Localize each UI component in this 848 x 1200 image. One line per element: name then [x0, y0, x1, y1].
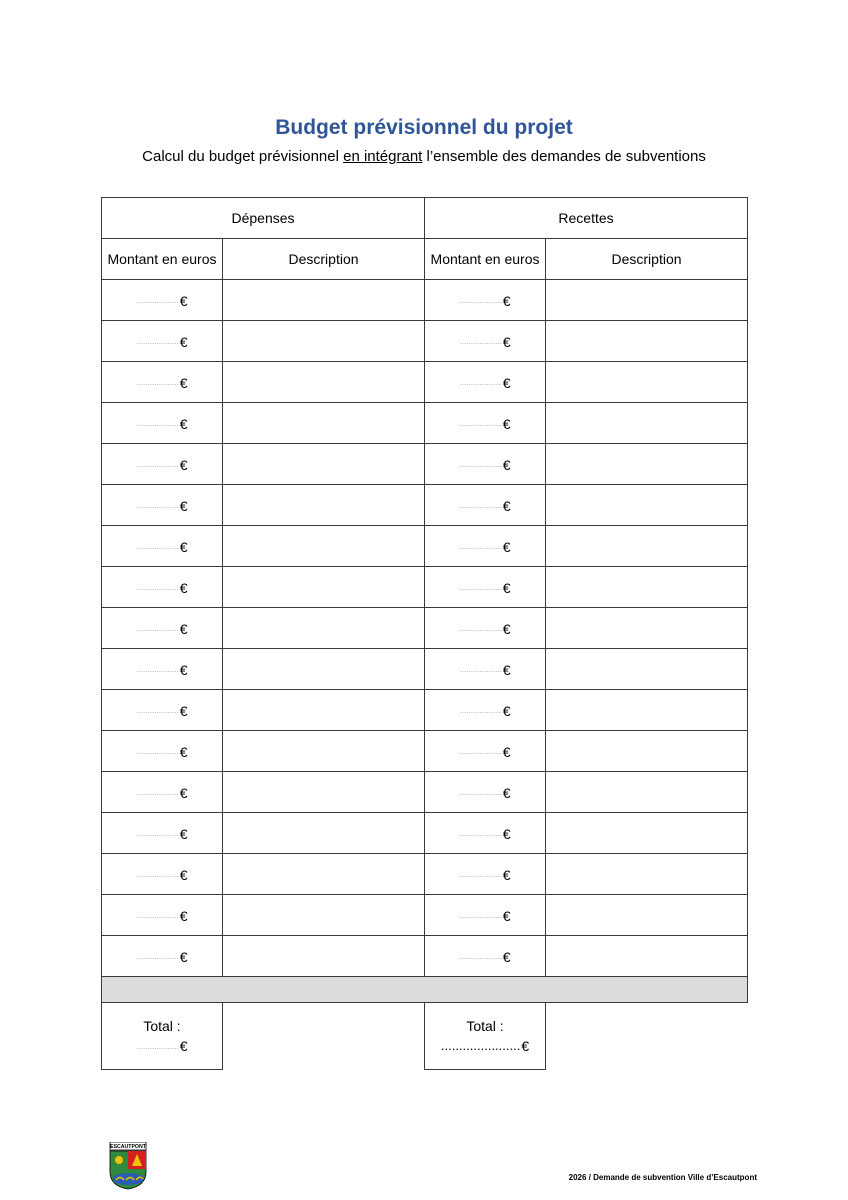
- recettes-description-header: Description: [546, 239, 748, 280]
- euro-sign: €: [502, 907, 511, 924]
- euro-sign: €: [179, 415, 188, 432]
- recettes-description-cell[interactable]: [546, 485, 748, 526]
- recettes-amount-cell[interactable]: [425, 403, 546, 444]
- subtitle-part-2: l’ensemble des demandes de subventions: [422, 148, 706, 165]
- depenses-description-cell[interactable]: [223, 321, 425, 362]
- recettes-total-dots: ......................: [440, 1037, 521, 1053]
- footer-text: 2026 / Demande de subvention Ville d’Escautpont: [568, 1173, 757, 1182]
- amount-dots: ...................: [136, 378, 179, 388]
- table-row: [102, 526, 748, 567]
- depenses-description-cell[interactable]: [223, 403, 425, 444]
- recettes-description-cell[interactable]: [546, 403, 748, 444]
- recettes-description-cell[interactable]: [546, 731, 748, 772]
- table-row: [102, 772, 748, 813]
- subtitle-underlined: en intégrant: [343, 148, 423, 165]
- euro-sign: €: [179, 579, 188, 596]
- recettes-description-cell[interactable]: [546, 895, 748, 936]
- recettes-amount-cell[interactable]: [425, 936, 546, 977]
- recettes-amount-cell[interactable]: [425, 444, 546, 485]
- amount-dots: ...................: [136, 624, 179, 634]
- depenses-description-cell[interactable]: [223, 690, 425, 731]
- recettes-description-cell[interactable]: [546, 567, 748, 608]
- depenses-description-cell[interactable]: [223, 731, 425, 772]
- depenses-description-cell[interactable]: [223, 526, 425, 567]
- table-row: [102, 444, 748, 485]
- table-row: [102, 649, 748, 690]
- amount-dots: ...................: [136, 911, 179, 921]
- euro-sign: €: [179, 292, 188, 309]
- depenses-amount-cell[interactable]: [102, 403, 223, 444]
- table-row: [102, 813, 748, 854]
- depenses-amount-cell[interactable]: [102, 608, 223, 649]
- table-row: [102, 690, 748, 731]
- amount-dots: ...................: [136, 337, 179, 347]
- recettes-amount-cell[interactable]: [425, 321, 546, 362]
- table-row: [102, 608, 748, 649]
- depenses-amount-cell[interactable]: [102, 280, 223, 321]
- table-row: [102, 485, 748, 526]
- euro-sign: €: [179, 743, 188, 760]
- euro-sign: €: [502, 415, 511, 432]
- recettes-amount-cell[interactable]: [425, 280, 546, 321]
- euro-sign: €: [179, 825, 188, 842]
- euro-sign: €: [502, 743, 511, 760]
- recettes-description-cell[interactable]: [546, 362, 748, 403]
- depenses-description-cell[interactable]: [223, 280, 425, 321]
- amount-dots: ...................: [459, 419, 502, 429]
- recettes-header: Recettes: [425, 198, 748, 239]
- recettes-amount-cell[interactable]: [425, 731, 546, 772]
- amount-dots: ...................: [459, 952, 502, 962]
- recettes-total-label: Total :: [466, 1017, 504, 1034]
- amount-dots: ...................: [459, 870, 502, 880]
- depenses-amount-cell[interactable]: [102, 813, 223, 854]
- depenses-amount-cell[interactable]: [102, 444, 223, 485]
- total-row: [102, 1003, 748, 1070]
- amount-dots: ...................: [459, 583, 502, 593]
- depenses-description-cell[interactable]: [223, 936, 425, 977]
- page-title: Budget prévisionnel du projet: [275, 116, 573, 139]
- page-subtitle: [0, 148, 848, 165]
- amount-dots: ...................: [459, 296, 502, 306]
- depenses-description-cell[interactable]: [223, 813, 425, 854]
- recettes-description-cell[interactable]: [546, 690, 748, 731]
- depenses-description-cell[interactable]: [223, 649, 425, 690]
- recettes-total-cell[interactable]: [425, 1003, 546, 1070]
- recettes-description-cell[interactable]: [546, 608, 748, 649]
- depenses-total-label: Total :: [143, 1017, 181, 1034]
- amount-dots: ...................: [459, 788, 502, 798]
- depenses-amount-cell[interactable]: [102, 485, 223, 526]
- depenses-description-cell[interactable]: [223, 444, 425, 485]
- depenses-total-cell[interactable]: [102, 1003, 223, 1070]
- euro-sign: €: [502, 456, 511, 473]
- amount-dots: ...................: [459, 501, 502, 511]
- table-row: [102, 936, 748, 977]
- amount-dots: ...................: [136, 583, 179, 593]
- escautpont-logo: [108, 1142, 148, 1190]
- table-row: [102, 567, 748, 608]
- depenses-amount-cell[interactable]: [102, 936, 223, 977]
- amount-dots: ...................: [136, 665, 179, 675]
- amount-dots: ...................: [136, 706, 179, 716]
- euro-sign: €: [502, 620, 511, 637]
- table-row: [102, 895, 748, 936]
- recettes-amount-cell[interactable]: [425, 485, 546, 526]
- amount-dots: ...................: [136, 419, 179, 429]
- depenses-amount-header: Montant en euros: [102, 239, 223, 280]
- euro-sign: €: [179, 702, 188, 719]
- separator-row: [102, 977, 748, 1003]
- euro-sign: €: [179, 620, 188, 637]
- recettes-amount-cell[interactable]: [425, 813, 546, 854]
- amount-dots: ...................: [459, 624, 502, 634]
- euro-sign: €: [179, 456, 188, 473]
- depenses-total-dots: ...................: [136, 1041, 179, 1051]
- depenses-description-cell[interactable]: [223, 485, 425, 526]
- depenses-amount-cell[interactable]: [102, 526, 223, 567]
- amount-dots: ...................: [459, 829, 502, 839]
- euro-sign: €: [502, 292, 511, 309]
- euro-sign: €: [179, 374, 188, 391]
- budget-table: [101, 197, 748, 1070]
- euro-sign: €: [502, 702, 511, 719]
- amount-dots: ...................: [136, 296, 179, 306]
- amount-dots: ...................: [136, 829, 179, 839]
- depenses-amount-cell[interactable]: [102, 731, 223, 772]
- amount-dots: ...................: [136, 542, 179, 552]
- table-row: [102, 362, 748, 403]
- table-row: [102, 731, 748, 772]
- depenses-amount-cell[interactable]: [102, 854, 223, 895]
- euro-sign: €: [179, 948, 188, 965]
- euro-sign: €: [502, 866, 511, 883]
- amount-dots: ...................: [136, 952, 179, 962]
- depenses-description-cell[interactable]: [223, 895, 425, 936]
- depenses-amount-cell[interactable]: [102, 772, 223, 813]
- recettes-amount-cell[interactable]: [425, 608, 546, 649]
- table-row: [102, 403, 748, 444]
- amount-dots: ...................: [459, 665, 502, 675]
- recettes-amount-cell[interactable]: [425, 649, 546, 690]
- euro-sign: €: [179, 784, 188, 801]
- recettes-description-cell[interactable]: [546, 936, 748, 977]
- euro-sign: €: [502, 661, 511, 678]
- euro-sign: €: [502, 497, 511, 514]
- euro-sign: €: [179, 538, 188, 555]
- recettes-description-cell[interactable]: [546, 444, 748, 485]
- amount-dots: ...................: [459, 378, 502, 388]
- recettes-total-spacer: [546, 1003, 748, 1070]
- recettes-amount-cell[interactable]: [425, 362, 546, 403]
- recettes-description-cell[interactable]: [546, 321, 748, 362]
- recettes-amount-header: Montant en euros: [425, 239, 546, 280]
- recettes-total-euro: €: [521, 1038, 530, 1055]
- depenses-amount-cell[interactable]: [102, 567, 223, 608]
- recettes-description-cell[interactable]: [546, 280, 748, 321]
- euro-sign: €: [179, 497, 188, 514]
- amount-dots: ...................: [459, 747, 502, 757]
- euro-sign: €: [502, 579, 511, 596]
- svg-text:ESCAUTPONT: ESCAUTPONT: [110, 1144, 146, 1151]
- depenses-description-cell[interactable]: [223, 608, 425, 649]
- depenses-amount-cell[interactable]: [102, 321, 223, 362]
- amount-dots: ...................: [459, 542, 502, 552]
- depenses-description-cell[interactable]: [223, 854, 425, 895]
- euro-sign: €: [502, 374, 511, 391]
- depenses-amount-cell[interactable]: [102, 362, 223, 403]
- depenses-header: Dépenses: [102, 198, 425, 239]
- recettes-amount-cell[interactable]: [425, 690, 546, 731]
- recettes-amount-cell[interactable]: [425, 567, 546, 608]
- amount-dots: ...................: [136, 460, 179, 470]
- recettes-description-cell[interactable]: [546, 526, 748, 567]
- separator-cell: [102, 977, 748, 1003]
- amount-dots: ...................: [459, 706, 502, 716]
- recettes-amount-cell[interactable]: [425, 895, 546, 936]
- recettes-amount-cell[interactable]: [425, 526, 546, 567]
- depenses-description-header: Description: [223, 239, 425, 280]
- table-row: [102, 321, 748, 362]
- euro-sign: €: [179, 661, 188, 678]
- recettes-description-cell[interactable]: [546, 649, 748, 690]
- depenses-total-euro: €: [179, 1038, 188, 1055]
- depenses-total-spacer: [223, 1003, 425, 1070]
- recettes-amount-cell[interactable]: [425, 854, 546, 895]
- recettes-description-cell[interactable]: [546, 813, 748, 854]
- depenses-description-cell[interactable]: [223, 362, 425, 403]
- recettes-description-cell[interactable]: [546, 854, 748, 895]
- amount-dots: ...................: [459, 460, 502, 470]
- amount-dots: ...................: [459, 911, 502, 921]
- amount-dots: ...................: [136, 501, 179, 511]
- euro-sign: €: [502, 538, 511, 555]
- depenses-amount-cell[interactable]: [102, 690, 223, 731]
- table-row: [102, 854, 748, 895]
- euro-sign: €: [179, 907, 188, 924]
- table-row: [102, 280, 748, 321]
- recettes-description-cell[interactable]: [546, 772, 748, 813]
- recettes-amount-cell[interactable]: [425, 772, 546, 813]
- euro-sign: €: [502, 784, 511, 801]
- depenses-amount-cell[interactable]: [102, 649, 223, 690]
- euro-sign: €: [502, 333, 511, 350]
- euro-sign: €: [179, 866, 188, 883]
- subtitle-part-1: Calcul du budget prévisionnel: [142, 148, 344, 165]
- euro-sign: €: [179, 333, 188, 350]
- euro-sign: €: [502, 825, 511, 842]
- depenses-description-cell[interactable]: [223, 567, 425, 608]
- depenses-description-cell[interactable]: [223, 772, 425, 813]
- euro-sign: €: [502, 948, 511, 965]
- amount-dots: ...................: [136, 788, 179, 798]
- amount-dots: ...................: [459, 337, 502, 347]
- amount-dots: ...................: [136, 870, 179, 880]
- amount-dots: ...................: [136, 747, 179, 757]
- depenses-amount-cell[interactable]: [102, 895, 223, 936]
